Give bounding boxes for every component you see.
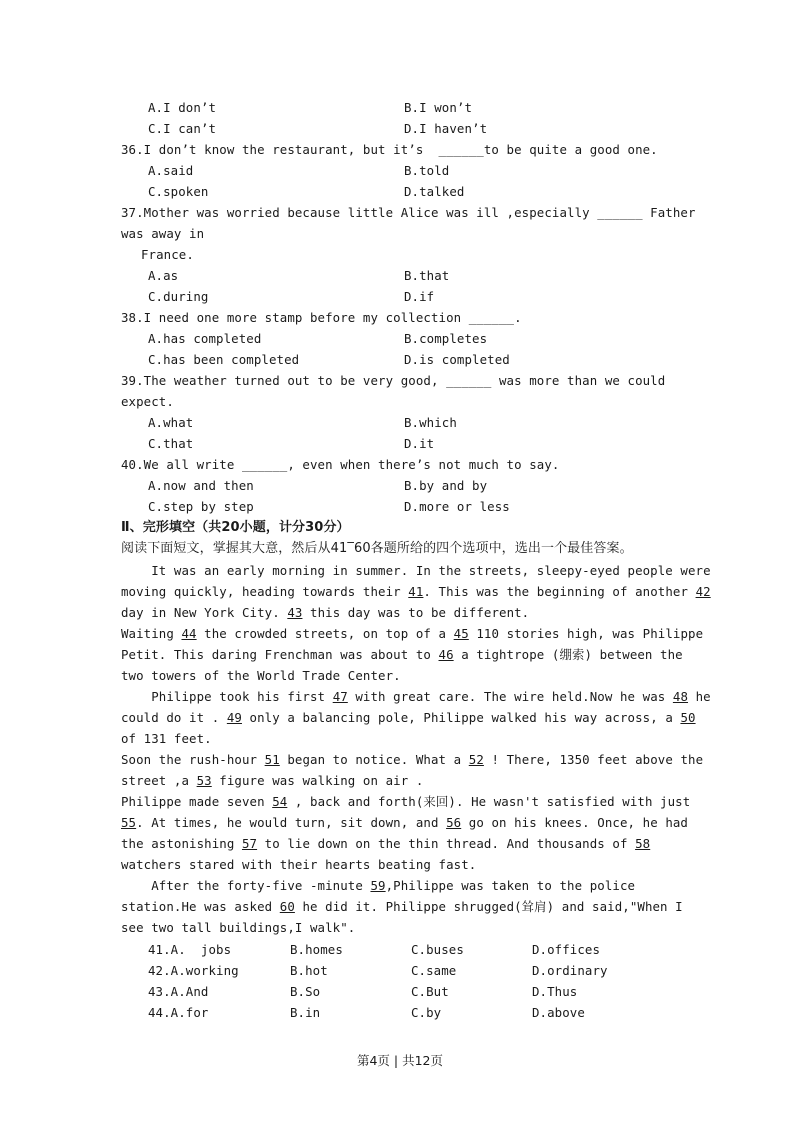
blank-43: 43 — [287, 605, 303, 620]
q40-option-c: C.step by step — [148, 499, 254, 514]
q36-option-c: C.spoken — [148, 184, 209, 199]
passage-line: street ,a 53 figure was walking on air . — [121, 773, 424, 788]
q42-option-c: C.same — [411, 963, 457, 978]
q38-option-d: D.is completed — [404, 352, 510, 367]
q39-stem: 39.The weather turned out to be very good, ______ was more than we could — [121, 373, 666, 388]
q42-option-d: D.ordinary — [532, 963, 608, 978]
q40-option-d: D.more or less — [404, 499, 510, 514]
passage-line: watchers stared with their hearts beating fast. — [121, 857, 477, 872]
q35-option-c: C.I can’t — [148, 121, 217, 136]
q38-stem: 38.I need one more stamp before my collection ______. — [121, 310, 522, 325]
q38-option-b: B.completes — [404, 331, 488, 346]
q44-option-d: D.above — [532, 1005, 585, 1020]
passage-line: Waiting 44 the crowded streets, on top of a 45 110 stories high, was Philippe — [121, 626, 704, 641]
blank-52: 52 — [468, 752, 484, 767]
q39-option-a: A.what — [148, 415, 194, 430]
q44-option-c: C.by — [411, 1005, 442, 1020]
q40-stem: 40.We all write ______, even when there’s not much to say. — [121, 457, 560, 472]
passage-line: two towers of the World Trade Center. — [121, 668, 401, 683]
blank-55: 55 — [121, 815, 137, 830]
q41-option-a: 41.A. jobs — [148, 942, 232, 957]
q36-option-a: A.said — [148, 163, 194, 178]
passage-line: see two tall buildings,I walk". — [121, 920, 356, 935]
q37-option-a: A.as — [148, 268, 179, 283]
passage-line: After the forty-five -minute 59,Philippe was taken to the police — [121, 878, 636, 893]
passage-line: day in New York City. 43 this day was to be different. — [121, 605, 530, 620]
q35-option-b: B.I won’t — [404, 100, 473, 115]
passage-line: Petit. This daring Frenchman was about to 46 a tightrope (绷索) between the — [121, 647, 683, 662]
q40-option-a: A.now and then — [148, 478, 254, 493]
q43-option-d: D.Thus — [532, 984, 578, 999]
q39-stem-cont: expect. — [121, 394, 174, 409]
blank-58: 58 — [635, 836, 651, 851]
blank-41: 41 — [408, 584, 424, 599]
passage-line: It was an early morning in summer. In the streets, sleepy-eyed people were — [121, 563, 711, 578]
q37-option-b: B.that — [404, 268, 450, 283]
blank-57: 57 — [241, 836, 258, 851]
blank-56: 56 — [446, 815, 462, 830]
q43-option-b: B.So — [290, 984, 321, 999]
q41-option-b: B.homes — [290, 942, 343, 957]
section-instruction: 阅读下面短文，掌握其大意，然后从41‾60各题所给的四个选项中，选出一个最佳答案。 — [121, 541, 633, 556]
q36-stem: 36.I don’t know the restaurant, but it’s ______to be quite a good one. — [121, 142, 658, 157]
blank-59: 59 — [370, 878, 386, 893]
q38-option-c: C.has been completed — [148, 352, 300, 367]
passage-line: could do it . 49 only a balancing pole, Philippe walked his way across, a 50 — [121, 710, 696, 725]
q41-option-c: C.buses — [411, 942, 464, 957]
passage-line: Soon the rush-hour 51 began to notice. What a 52 ! There, 1350 feet above the — [121, 752, 704, 767]
q37-stem: 37.Mother was worried because little Alice was ill ,especially ______ Father — [121, 205, 696, 220]
blank-49: 49 — [226, 710, 242, 725]
q41-option-d: D.offices — [532, 942, 601, 957]
blank-45: 45 — [453, 626, 469, 641]
passage-line: of 131 feet. — [121, 731, 212, 746]
blank-50: 50 — [680, 710, 696, 725]
q37-option-d: D.if — [404, 289, 435, 304]
passage-line: Philippe took his first 47 with great care. The wire held.Now he was 48 he — [121, 689, 711, 704]
q37-stem-cont: was away in — [121, 226, 205, 241]
q42-option-a: 42.A.working — [148, 963, 239, 978]
blank-42: 42 — [695, 584, 711, 599]
q42-option-b: B.hot — [290, 963, 328, 978]
passage-line: the astonishing 57 to lie down on the thin thread. And thousands of 58 — [121, 836, 651, 851]
q39-option-d: D.it — [404, 436, 435, 451]
q44-option-a: 44.A.for — [148, 1005, 209, 1020]
blank-48: 48 — [672, 689, 689, 704]
q37-stem-cont2: France. — [141, 247, 194, 262]
blank-60: 60 — [279, 899, 295, 914]
q43-option-a: 43.A.And — [148, 984, 209, 999]
q39-option-c: C.that — [148, 436, 194, 451]
passage-line: station.He was asked 60 he did it. Philippe shrugged(耸肩) and said,"When I — [121, 899, 683, 914]
blank-54: 54 — [272, 794, 288, 809]
passage-line: moving quickly, heading towards their 41. This was the beginning of another 42 — [121, 584, 711, 599]
page-footer: 第4页 | 共12页 — [356, 1053, 444, 1068]
blank-44: 44 — [181, 626, 197, 641]
blank-46: 46 — [438, 647, 454, 662]
q37-option-c: C.during — [148, 289, 209, 304]
blank-47: 47 — [332, 689, 348, 704]
q39-option-b: B.which — [404, 415, 457, 430]
q36-option-b: B.told — [404, 163, 450, 178]
q35-option-d: D.I haven’t — [404, 121, 488, 136]
blank-53: 53 — [196, 773, 212, 788]
q38-option-a: A.has completed — [148, 331, 262, 346]
passage-line: Philippe made seven 54 , back and forth(来回). He wasn't satisfied with just — [121, 794, 691, 809]
q44-option-b: B.in — [290, 1005, 321, 1020]
q40-option-b: B.by and by — [404, 478, 488, 493]
q35-option-a: A.I don’t — [148, 100, 217, 115]
section-title: Ⅱ、完形填空（共20小题，计分30分） — [121, 520, 350, 535]
blank-51: 51 — [264, 752, 280, 767]
q36-option-d: D.talked — [404, 184, 465, 199]
q43-option-c: C.But — [411, 984, 449, 999]
passage-line: 55. At times, he would turn, sit down, and 56 go on his knees. Once, he had — [121, 815, 688, 830]
